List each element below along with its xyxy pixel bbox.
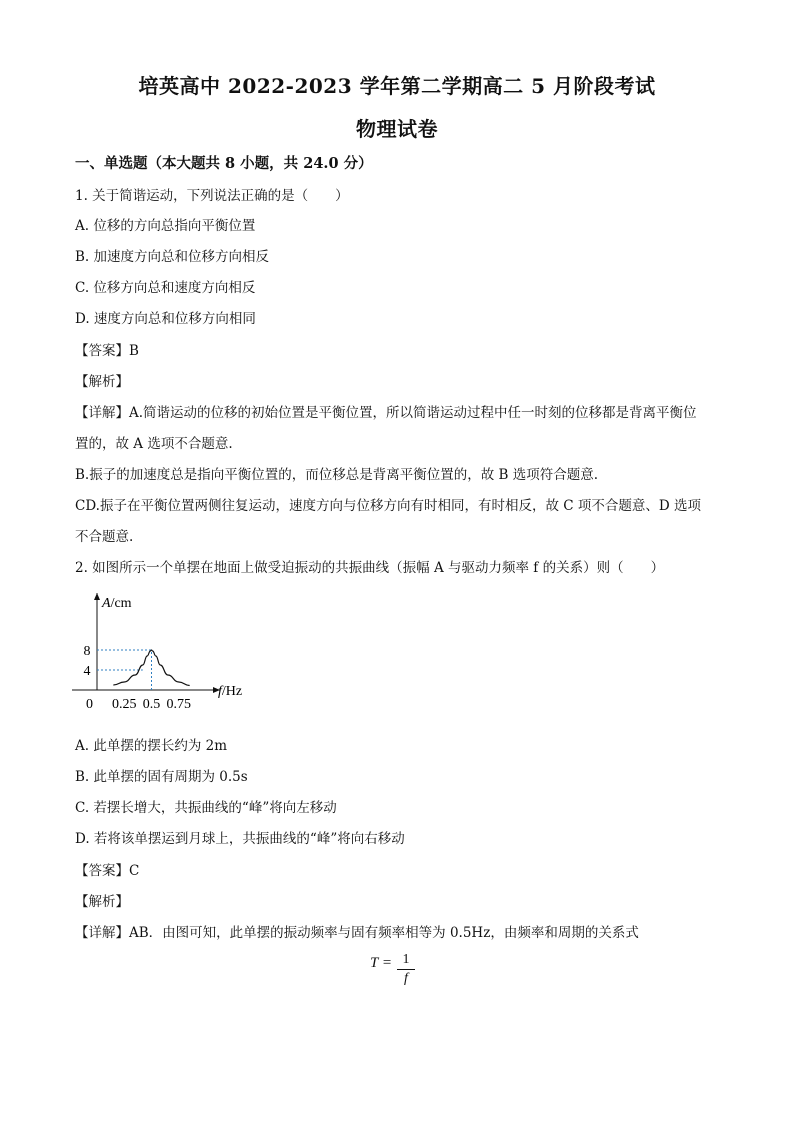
question-2-option-d: D. 若将该单摆运到月球上，共振曲线的“峰”将向右移动 [75, 831, 405, 847]
question-1-answer: 【答案】B [75, 343, 139, 359]
formula-fraction [397, 952, 415, 987]
x-tick-label-2: 0.75 [166, 697, 191, 712]
question-1-detail-line-5: 不合题意. [75, 529, 134, 545]
resonance-curve-chart [60, 585, 260, 720]
question-1-option-b: B. 加速度方向总和位移方向相反 [75, 249, 270, 265]
formula-lhs: T = [370, 955, 392, 971]
question-2-option-b: B. 此单摆的固有周期为 0.5s [75, 769, 248, 785]
question-1-detail-line-2: 置的，故 A 选项不合题意. [75, 436, 233, 452]
question-2-detail-line-1: 【详解】AB．由图可知，此单摆的振动频率与固有频率相等为 0.5Hz，由频率和周期的关系式 [75, 925, 639, 941]
question-1-stem: 1. 关于简谐运动，下列说法正确的是（ ） [75, 188, 349, 204]
x-tick-label-0: 0.25 [112, 697, 137, 712]
y-axis-label: A/cm [102, 596, 132, 611]
y-tick-label-0: 4 [83, 664, 91, 679]
question-2-analysis-label: 【解析】 [75, 894, 129, 910]
period-frequency-formula [370, 952, 410, 986]
exam-title: 培英高中 2022-2023 学年第二学期高二 5 月阶段考试 [138, 74, 656, 98]
y-tick-label-1: 8 [83, 644, 91, 659]
question-2-answer: 【答案】C [75, 863, 140, 879]
question-1-option-d: D. 速度方向总和位移方向相同 [75, 311, 256, 327]
fraction-bar [397, 969, 415, 970]
question-2-stem: 2. 如图所示一个单摆在地面上做受迫振动的共振曲线（振幅 A 与驱动力频率 f 的关系）则（ ） [75, 560, 665, 576]
section-heading: 一、单选题（本大题共 8 小题，共 24.0 分） [75, 155, 373, 172]
question-1-detail-line-3: B.振子的加速度总是指向平衡位置的，而位移总是背离平衡位置的，故 B 选项符合题意. [75, 467, 599, 483]
formula-numerator: 1 [402, 952, 410, 967]
origin-label: 0 [86, 697, 93, 712]
question-2-option-a: A. 此单摆的摆长约为 2m [75, 738, 228, 754]
formula-denominator: f [404, 971, 408, 986]
question-2-option-c: C. 若摆长增大，共振曲线的“峰”将向左移动 [75, 800, 337, 816]
exam-subtitle: 物理试卷 [356, 117, 438, 141]
x-axis-label: f/Hz [218, 684, 243, 699]
question-1-option-c: C. 位移方向总和速度方向相反 [75, 280, 256, 296]
question-1-detail-line-1: 【详解】A.简谐运动的位移的初始位置是平衡位置，所以简谐运动过程中任一时刻的位移都是背离平衡位 [75, 405, 697, 421]
question-1-option-a: A. 位移的方向总指向平衡位置 [75, 218, 256, 234]
x-tick-label-1: 0.5 [142, 697, 161, 712]
question-1-detail-line-4: CD.振子在平衡位置两侧往复运动，速度方向与位移方向有时相同，有时相反，故 C 项不合题意、D 选项 [75, 498, 701, 514]
question-1-analysis-label: 【解析】 [75, 374, 129, 390]
